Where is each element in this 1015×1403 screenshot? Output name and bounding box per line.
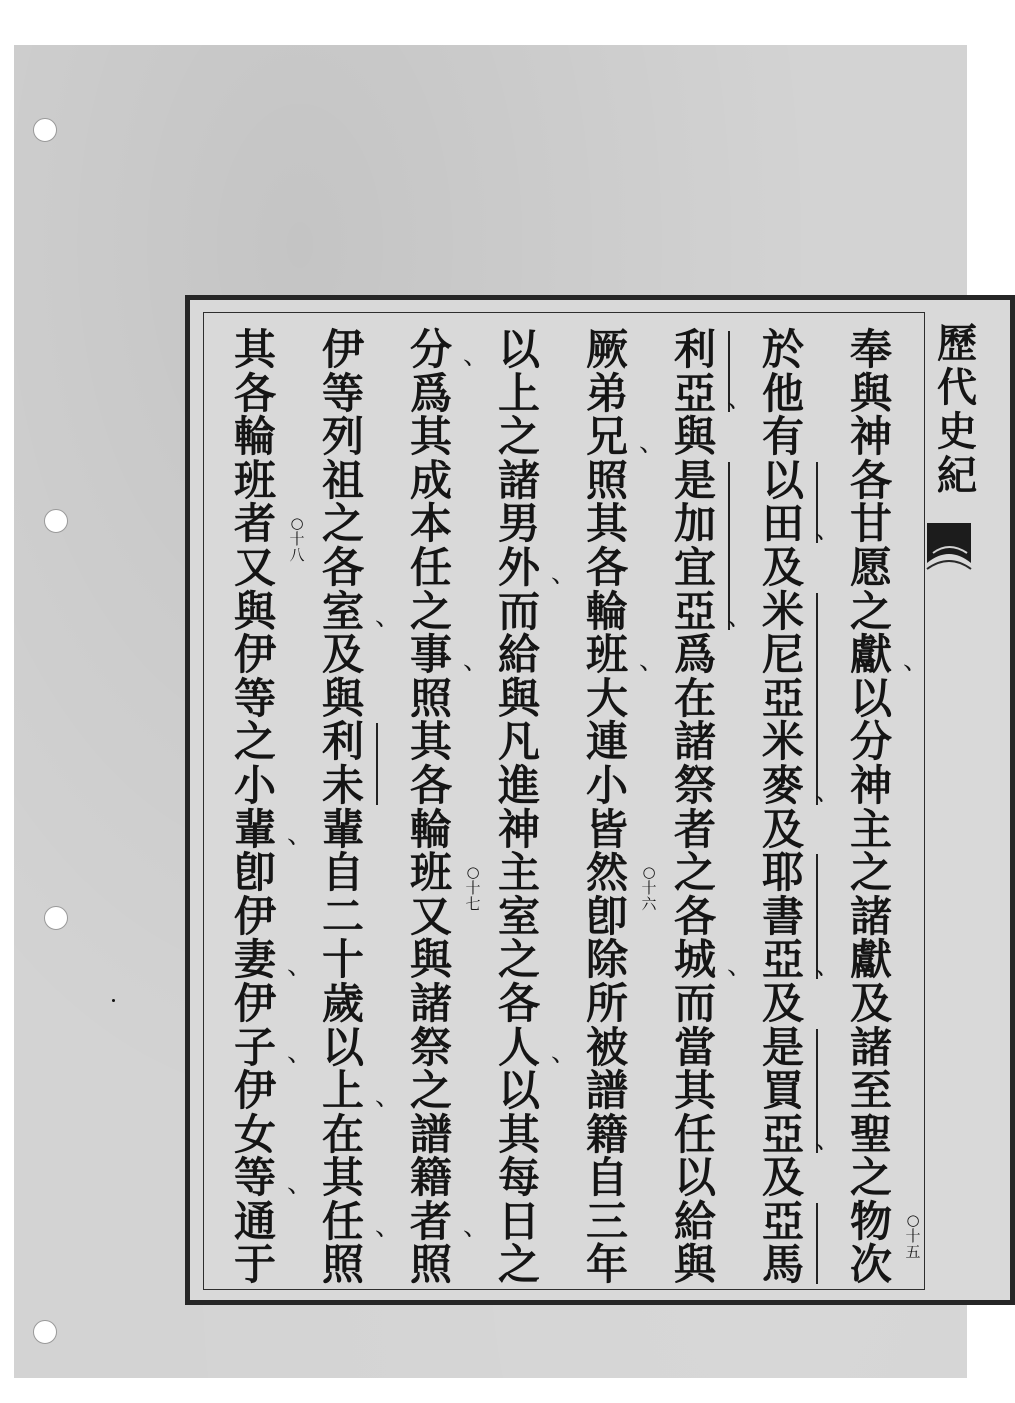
glyph: 三 [585, 1196, 628, 1246]
glyph: 與 [673, 1240, 716, 1290]
glyph: 等 [233, 1153, 276, 1203]
glyph: 各 [585, 542, 628, 592]
punch-hole [33, 1320, 57, 1344]
glyph: 又 [409, 891, 452, 941]
glyph: 祭 [673, 760, 716, 810]
glyph: 日 [497, 1196, 540, 1246]
glyph: 與 [497, 673, 540, 723]
glyph: 弟 [585, 368, 628, 418]
glyph: 輪 [233, 412, 276, 462]
glyph: 爲 [409, 368, 452, 418]
glyph: 其 [409, 412, 452, 462]
glyph: 麥 [761, 760, 804, 810]
text-column [225, 325, 305, 1290]
glyph: 大 [585, 673, 628, 723]
glyph: 分 [849, 717, 892, 767]
glyph: 諸 [849, 891, 892, 941]
text-run [665, 630, 725, 1290]
glyph: 爲 [673, 630, 716, 680]
glyph: 其 [233, 325, 276, 374]
glyph: 與 [233, 586, 276, 636]
proper-noun [753, 455, 813, 549]
glyph: 成 [409, 455, 452, 505]
glyph: 田 [761, 499, 804, 549]
glyph: 以 [497, 1066, 540, 1116]
glyph: 在 [321, 1109, 364, 1159]
glyph: 聖 [849, 1109, 892, 1159]
glyph: 兄 [585, 412, 628, 462]
glyph: 其 [321, 1153, 364, 1203]
text-column [577, 325, 657, 1290]
glyph: 所 [585, 978, 628, 1028]
glyph: 伊 [321, 325, 364, 374]
glyph: 通 [233, 1196, 276, 1246]
glyph: 奉 [849, 325, 892, 374]
glyph: 者 [233, 499, 276, 549]
glyph: 各 [233, 368, 276, 418]
glyph: 尼 [761, 630, 804, 680]
glyph: 及 [761, 542, 804, 592]
glyph: 耶 [761, 848, 804, 898]
glyph: 于 [233, 1240, 276, 1290]
glyph: 利 [321, 717, 364, 767]
glyph: 室 [321, 586, 364, 636]
glyph: 任 [321, 1196, 364, 1246]
glyph: 伊 [233, 1066, 276, 1116]
glyph: 之 [409, 1066, 452, 1116]
fish-tail-ornament [927, 523, 971, 593]
proper-noun [665, 455, 725, 636]
glyph: 以 [321, 1022, 364, 1072]
glyph: 卽 [233, 848, 276, 898]
glyph: 及 [321, 630, 364, 680]
glyph: 之 [849, 586, 892, 636]
running-title [927, 322, 987, 498]
text-run [313, 804, 373, 1290]
glyph: 等 [321, 368, 364, 418]
glyph: 主 [497, 848, 540, 898]
glyph: 之 [321, 499, 364, 549]
glyph: 亞 [761, 1196, 804, 1246]
glyph: 之 [409, 586, 452, 636]
glyph: 甘 [849, 499, 892, 549]
glyph: 之 [497, 935, 540, 985]
glyph: 小 [233, 760, 276, 810]
glyph: 祖 [321, 455, 364, 505]
text-run [753, 1153, 813, 1203]
glyph: 凡 [497, 717, 540, 767]
punch-hole [33, 118, 57, 142]
glyph: 他 [761, 368, 804, 418]
glyph: 本 [409, 499, 452, 549]
glyph: 神 [849, 412, 892, 462]
glyph: 以 [497, 325, 540, 374]
glyph: 與 [409, 935, 452, 985]
glyph: 列 [321, 412, 364, 462]
glyph: 之 [673, 848, 716, 898]
glyph: 班 [233, 455, 276, 505]
glyph: 其 [409, 717, 452, 767]
glyph: 是 [673, 455, 716, 505]
glyph: 被 [585, 1022, 628, 1072]
glyph: 未 [321, 760, 364, 810]
glyph: 籍 [409, 1153, 452, 1203]
running-title-column [927, 322, 987, 498]
glyph: 書 [761, 891, 804, 941]
glyph: 自 [321, 848, 364, 898]
glyph: 子 [233, 1022, 276, 1072]
glyph: 之 [497, 1240, 540, 1290]
glyph: 歲 [321, 978, 364, 1028]
glyph: 於 [761, 325, 804, 374]
glyph: 加 [673, 499, 716, 549]
glyph: 輪 [585, 586, 628, 636]
glyph: 當 [673, 1022, 716, 1072]
glyph: 分 [409, 325, 452, 374]
glyph: 與 [321, 673, 364, 723]
glyph: 給 [497, 630, 540, 680]
glyph: 馬 [761, 1240, 804, 1290]
glyph: 亞 [673, 368, 716, 418]
text-column [841, 325, 921, 1290]
proper-noun [753, 586, 813, 810]
glyph: 而 [497, 586, 540, 636]
proper-noun [313, 717, 373, 810]
glyph: 者 [409, 1196, 452, 1246]
text-run: 其 各 輪 班 者 ○ 十 八 又 與 伊 等 之 小 輩 卽 伊 妻 伊 子 伊 女 等 通 于 [225, 328, 285, 1287]
glyph: 而 [673, 978, 716, 1028]
glyph: 上 [321, 1066, 364, 1116]
text-run [753, 978, 813, 1028]
glyph: 米 [761, 586, 804, 636]
text-run [489, 325, 549, 1290]
glyph: 主 [849, 804, 892, 854]
glyph: 班 [585, 630, 628, 680]
glyph: 以 [673, 1153, 716, 1203]
glyph: 獻 [849, 935, 892, 985]
proper-noun [753, 848, 813, 985]
glyph: 自 [585, 1153, 628, 1203]
glyph: 二 [321, 891, 364, 941]
scanned-page [14, 45, 977, 1378]
glyph: 然 [585, 848, 628, 898]
ink-speck [112, 999, 115, 1002]
text-run: 厥 弟 兄 照 其 各 輪 班 大 連 小 皆 然 ○ 十 六 卽 除 所 被 譜 籍 自 三 年 [577, 328, 637, 1287]
glyph: 利 [673, 325, 716, 374]
glyph: 任 [673, 1109, 716, 1159]
glyph: 史 [937, 408, 977, 455]
glyph: 米 [761, 717, 804, 767]
glyph: 照 [409, 673, 452, 723]
text-run: 分 爲 其 成 本 任 之 事 照 其 各 輪 班 ○ 十 七 又 與 諸 祭 之 譜 籍 者 照 [401, 328, 461, 1287]
proper-noun [665, 325, 725, 418]
text-run: 奉 與 神 各 甘 愿 之 獻 以 分 神 主 之 諸 獻 及 諸 至 聖 之 物 ○ 十 五 次 [841, 328, 901, 1287]
glyph: 上 [497, 368, 540, 418]
glyph: 亞 [761, 673, 804, 723]
glyph: 之 [233, 717, 276, 767]
glyph: 班 [409, 848, 452, 898]
text-column [753, 325, 813, 1290]
glyph: 任 [409, 542, 452, 592]
glyph: 物 [849, 1196, 892, 1246]
glyph: 祭 [409, 1022, 452, 1072]
glyph: 各 [321, 542, 364, 592]
glyph: 每 [497, 1153, 540, 1203]
glyph: 與 [849, 368, 892, 418]
glyph: 及 [761, 804, 804, 854]
punch-hole [44, 509, 68, 533]
glyph: 外 [497, 542, 540, 592]
glyph: 各 [673, 891, 716, 941]
glyph: 小 [585, 760, 628, 810]
glyph: 諸 [673, 717, 716, 767]
glyph: 卽 [585, 891, 628, 941]
glyph: 及 [761, 978, 804, 1028]
glyph: 諸 [409, 978, 452, 1028]
text-column [665, 325, 725, 1290]
glyph: 女 [233, 1109, 276, 1159]
glyph: 與 [673, 412, 716, 462]
glyph: 亞 [761, 1109, 804, 1159]
glyph: 等 [233, 673, 276, 723]
glyph: 之 [849, 1153, 892, 1203]
glyph: 次 [849, 1240, 892, 1290]
glyph: 城 [673, 935, 716, 985]
glyph: 室 [497, 891, 540, 941]
glyph: 其 [673, 1066, 716, 1116]
glyph: 及 [849, 978, 892, 1028]
glyph: 照 [409, 1240, 452, 1290]
glyph: 輩 [321, 804, 364, 854]
glyph: 給 [673, 1196, 716, 1246]
glyph: 輩 [233, 804, 276, 854]
glyph: 皆 [585, 804, 628, 854]
text-column [401, 325, 481, 1290]
text-run [753, 542, 813, 592]
glyph: 事 [409, 630, 452, 680]
proper-noun [753, 1196, 813, 1290]
glyph: 亞 [673, 586, 716, 636]
glyph: 歷 [937, 320, 977, 367]
glyph: 進 [497, 760, 540, 810]
glyph: 人 [497, 1022, 540, 1072]
glyph: 照 [585, 455, 628, 505]
glyph: 買 [761, 1066, 804, 1116]
glyph: 男 [497, 499, 540, 549]
glyph: 以 [761, 455, 804, 505]
text-column [489, 325, 549, 1290]
glyph: 之 [849, 848, 892, 898]
glyph: 諸 [497, 455, 540, 505]
glyph: 至 [849, 1066, 892, 1116]
glyph: 有 [761, 412, 804, 462]
glyph: 諸 [849, 1022, 892, 1072]
glyph: 之 [497, 412, 540, 462]
glyph: 是 [761, 1022, 804, 1072]
glyph: 十 [321, 935, 364, 985]
glyph: 及 [761, 1153, 804, 1203]
glyph: 譜 [585, 1066, 628, 1116]
punch-hole [44, 906, 68, 930]
glyph: 代 [937, 364, 977, 411]
glyph: 除 [585, 935, 628, 985]
glyph: 伊 [233, 891, 276, 941]
glyph: 各 [849, 455, 892, 505]
glyph: 在 [673, 673, 716, 723]
text-column [313, 325, 373, 1290]
glyph: 者 [673, 804, 716, 854]
glyph: 照 [321, 1240, 364, 1290]
proper-noun [753, 1022, 813, 1159]
text-run [753, 804, 813, 854]
glyph: 其 [585, 499, 628, 549]
glyph: 又 [233, 542, 276, 592]
glyph: 以 [849, 673, 892, 723]
glyph: 各 [497, 978, 540, 1028]
glyph: 各 [409, 760, 452, 810]
glyph: 連 [585, 717, 628, 767]
glyph: 獻 [849, 630, 892, 680]
text-run [313, 325, 373, 723]
glyph: 年 [585, 1240, 628, 1290]
glyph: 輪 [409, 804, 452, 854]
text-run [665, 412, 725, 462]
glyph: 籍 [585, 1109, 628, 1159]
glyph: 宜 [673, 542, 716, 592]
glyph: 愿 [849, 542, 892, 592]
glyph: 妻 [233, 935, 276, 985]
glyph: 伊 [233, 978, 276, 1028]
text-run [753, 325, 813, 462]
glyph: 神 [497, 804, 540, 854]
glyph: 譜 [409, 1109, 452, 1159]
glyph: 亞 [761, 935, 804, 985]
glyph: 紀 [937, 452, 977, 499]
glyph: 厥 [585, 325, 628, 374]
glyph: 神 [849, 760, 892, 810]
glyph: 其 [497, 1109, 540, 1159]
glyph: 伊 [233, 630, 276, 680]
